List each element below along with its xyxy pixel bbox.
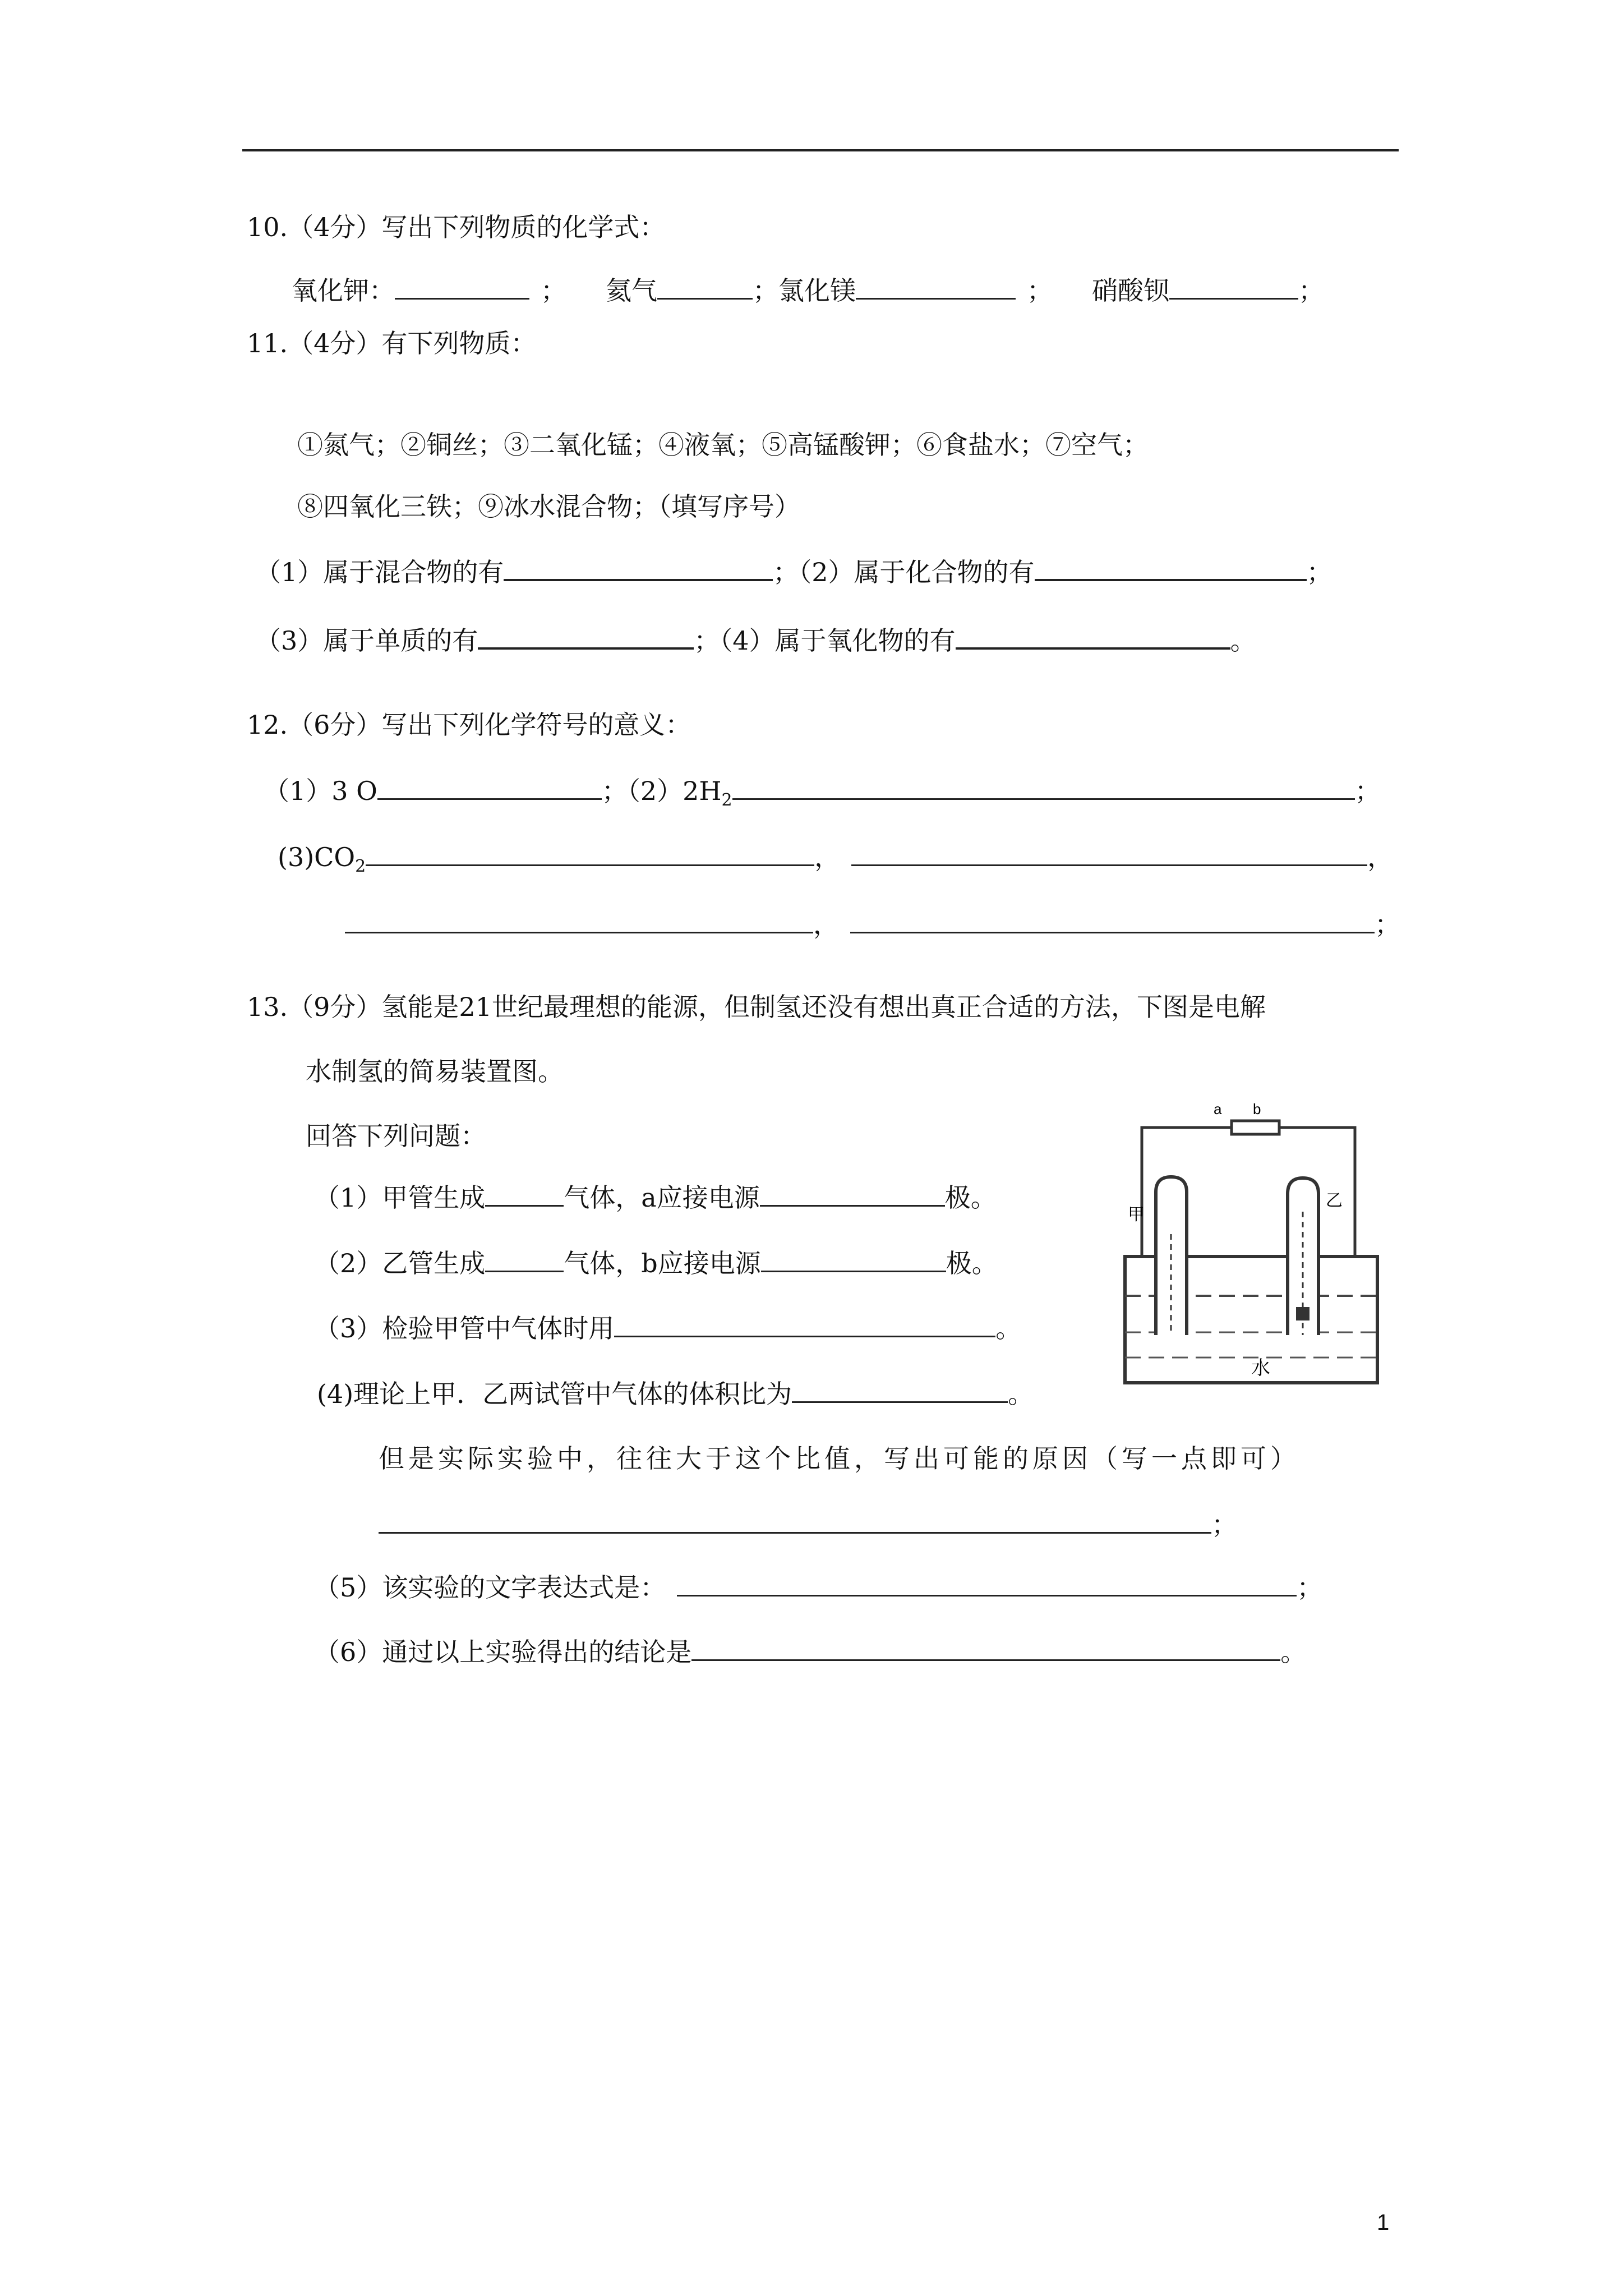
answer-blank[interactable] — [345, 909, 813, 933]
q11-part1-2: （1）属于混合物的有 ；（2）属于化合物的有 ； — [255, 557, 1332, 587]
answer-blank[interactable] — [691, 1637, 1280, 1661]
q13-part3: （3）检验甲管中气体时用 。 — [314, 1313, 1022, 1343]
q13-part4-reason-line: ； — [379, 1508, 1237, 1542]
q12-part3-line2: ， ； — [345, 908, 1400, 941]
q13-part4-reason: 但是实际实验中，往往大于这个比值，写出可能的原因（写一点即可） — [379, 1443, 1300, 1474]
q12-title: 12.（6分）写出下列化学符号的意义： — [247, 710, 691, 740]
q13-prompt: 回答下列问题： — [306, 1121, 486, 1151]
answer-blank[interactable] — [478, 625, 694, 650]
label-jia: 甲 — [1128, 1205, 1145, 1225]
label-b: b — [1253, 1101, 1261, 1117]
q13-title-cont: 水制氢的简易装置图。 — [306, 1056, 564, 1087]
q12-part3-line1: $(3)CO_2$ ， ， — [278, 842, 1394, 877]
answer-blank[interactable] — [677, 1572, 1297, 1596]
answer-blank[interactable] — [614, 1313, 995, 1337]
q13-part5: （5）该实验的文字表达式是： ； — [314, 1572, 1323, 1603]
q10-line: 氧化钾： ； 氦气 ；氯化镁 ； 硝酸钡 ； — [292, 275, 1324, 306]
q11-list-line1: ①氮气；②铜丝；③二氧化锰；④液氧；⑤高锰酸钾；⑥食盐水；⑦空气； — [297, 430, 1149, 460]
q10-title: 10.（4分）写出下列物质的化学式： — [247, 212, 666, 242]
q13-part6: （6）通过以上实验得出的结论是 。 — [314, 1637, 1307, 1667]
header-rule — [242, 149, 1399, 151]
answer-blank[interactable] — [485, 1248, 564, 1272]
q13-part2: （2）乙管生成 气体，b应接电源 极。 — [314, 1248, 998, 1278]
q12-part1-2: （1）3 O ；$(2)2H_2$ ； — [264, 776, 1381, 811]
q13-part1: （1）甲管生成 气体，a应接电源 极。 — [314, 1182, 997, 1213]
page-number: 1 — [1377, 2210, 1390, 2235]
label-a: a — [1214, 1101, 1222, 1117]
answer-blank[interactable] — [366, 842, 814, 866]
answer-blank[interactable] — [485, 1182, 564, 1207]
answer-blank[interactable] — [657, 275, 753, 300]
answer-blank[interactable] — [851, 842, 1367, 866]
answer-blank[interactable] — [1169, 275, 1298, 300]
answer-blank[interactable] — [850, 909, 1375, 933]
answer-blank[interactable] — [856, 275, 1016, 300]
answer-blank[interactable] — [379, 1510, 1211, 1534]
answer-blank[interactable] — [760, 1182, 945, 1207]
answer-blank[interactable] — [792, 1379, 1008, 1403]
q11-list-line2: ⑧四氧化三铁；⑨冰水混合物；（填写序号） — [297, 491, 800, 522]
label-yi: 乙 — [1326, 1191, 1343, 1211]
q11-title: 11.（4分）有下列物质： — [247, 328, 537, 358]
answer-blank[interactable] — [504, 556, 773, 581]
electrode — [1296, 1307, 1310, 1320]
answer-blank[interactable] — [377, 776, 602, 800]
answer-blank[interactable] — [1035, 556, 1307, 581]
answer-blank[interactable] — [732, 776, 1355, 800]
label-water: 水 — [1251, 1357, 1270, 1379]
answer-blank[interactable] — [956, 625, 1230, 650]
q13-title: 13.（9分）氢能是21世纪最理想的能源，但制氢还没有想出真正合适的方法，下图是电解 — [247, 992, 1266, 1022]
power-source — [1232, 1121, 1279, 1134]
q11-part3-4: （3）属于单质的有 ；（4）属于氧化物的有 。 — [255, 625, 1256, 656]
answer-blank[interactable] — [761, 1248, 946, 1272]
answer-blank[interactable] — [395, 275, 529, 300]
q13-part4: (4)理论上甲．乙两试管中气体的体积比为 。 — [317, 1379, 1034, 1409]
electrolysis-diagram — [1103, 1094, 1394, 1397]
